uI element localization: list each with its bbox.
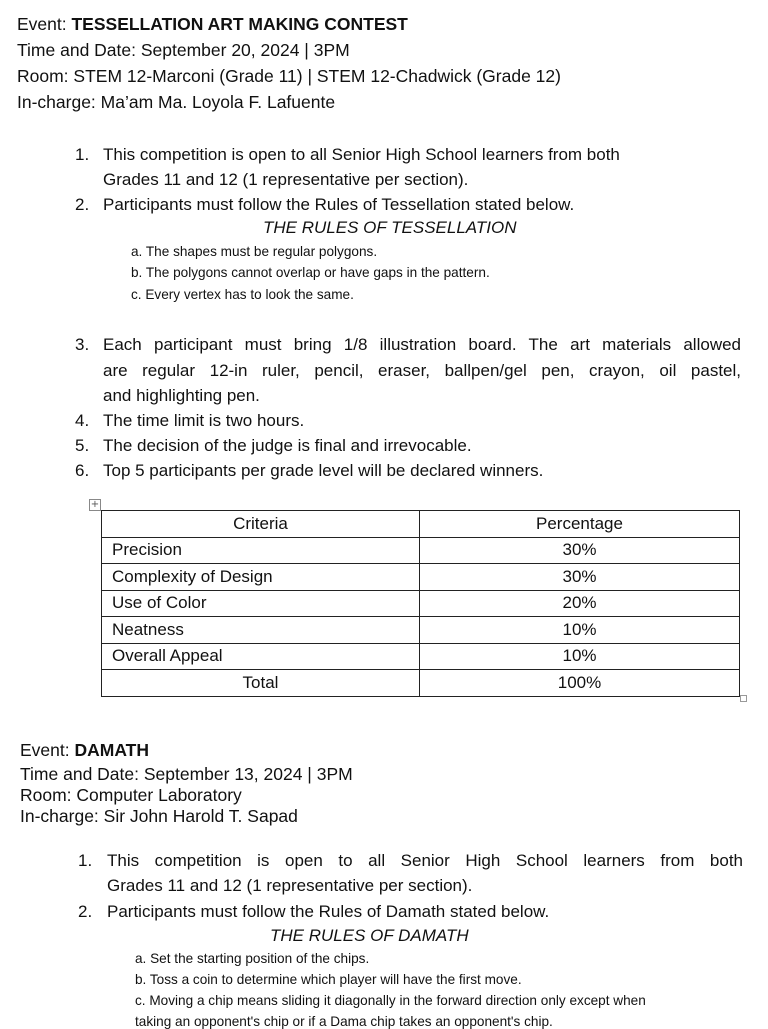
list-text: Participants must follow the Rules of Damath stated below. [107, 902, 550, 921]
event1-incharge: In-charge: Ma’am Ma. Loyola F. Lafuente [17, 92, 336, 112]
criteria-cell: Complexity of Design [102, 564, 420, 591]
rules-title: THE RULES OF DAMATH [270, 926, 469, 945]
table-resize-handle[interactable] [740, 695, 747, 702]
criteria-cell: Overall Appeal [102, 643, 420, 670]
list-text: Participants must follow the Rules of Tessellation stated below. [103, 195, 575, 214]
list-text: are regular 12-in ruler, pencil, eraser, ballpen/gel pen, crayon, oil pastel, [103, 361, 741, 380]
event2-title-line [20, 740, 149, 761]
table-move-handle[interactable]: + [90, 499, 100, 510]
percentage-cell: 10% [420, 643, 740, 670]
percentage-cell: 20% [420, 590, 740, 617]
event2-time-date: Time and Date: September 13, 2024 | 3PM [20, 764, 353, 784]
event2-room: Room: Computer Laboratory [20, 785, 242, 805]
list-number: 2. [75, 195, 90, 214]
total-value-cell: 100% [420, 670, 740, 697]
list-number: 1. [75, 145, 90, 164]
column-header-percentage: Percentage [420, 511, 740, 538]
rule-item: b. Toss a coin to determine which player will have the first move. [135, 972, 522, 987]
table-row [102, 643, 740, 670]
event-label: Event: [20, 740, 75, 760]
event-name: DAMATH [74, 740, 150, 760]
table-row [102, 564, 740, 591]
rules-title: THE RULES OF TESSELLATION [263, 218, 517, 237]
rule-item: b. The polygons cannot overlap or have gaps in the pattern. [131, 265, 490, 280]
list-text: and highlighting pen. [103, 386, 260, 405]
criteria-cell: Precision [102, 537, 420, 564]
rule-item: a. Set the starting position of the chips. [135, 951, 370, 966]
event1-time-date: Time and Date: September 20, 2024 | 3PM [17, 40, 350, 60]
list-text: The decision of the judge is final and irrevocable. [103, 436, 472, 455]
list-text: This competition is open to all Senior High School learners from both [107, 851, 743, 870]
list-number: 1. [78, 851, 93, 870]
list-text: Each participant must bring 1/8 illustration board. The art materials allowed [103, 335, 741, 354]
event1-title-line [17, 14, 408, 35]
criteria-table [101, 510, 740, 697]
list-text: Grades 11 and 12 (1 representative per section). [103, 170, 469, 189]
list-text: This competition is open to all Senior High School learners from both [103, 145, 620, 164]
rule-item: a. The shapes must be regular polygons. [131, 244, 378, 259]
list-number: 6. [75, 461, 90, 480]
percentage-cell: 30% [420, 564, 740, 591]
event-label: Event: [17, 14, 72, 34]
list-text: The time limit is two hours. [103, 411, 305, 430]
table-row [102, 617, 740, 644]
rule-item: c. Moving a chip means sliding it diagonally in the forward direction only except when [135, 993, 646, 1008]
percentage-cell: 10% [420, 617, 740, 644]
table-total-row [102, 670, 740, 697]
percentage-cell: 30% [420, 537, 740, 564]
list-text: Grades 11 and 12 (1 representative per section). [107, 876, 473, 895]
criteria-cell: Neatness [102, 617, 420, 644]
rule-item: c. Every vertex has to look the same. [131, 287, 354, 302]
table-row [102, 537, 740, 564]
event1-room: Room: STEM 12-Marconi (Grade 11) | STEM 12-Chadwick (Grade 12) [17, 66, 561, 86]
list-number: 4. [75, 411, 90, 430]
table-row [102, 590, 740, 617]
rule-item: taking an opponent's chip or if a Dama chip takes an opponent's chip. [135, 1014, 553, 1029]
column-header-criteria: Criteria [102, 511, 420, 538]
event-name: TESSELLATION ART MAKING CONTEST [71, 14, 408, 34]
list-number: 5. [75, 436, 90, 455]
table-header-row [102, 511, 740, 538]
total-label-cell: Total [102, 670, 420, 697]
list-number: 2. [78, 902, 93, 921]
list-text: Top 5 participants per grade level will be declared winners. [103, 461, 544, 480]
criteria-cell: Use of Color [102, 590, 420, 617]
event2-incharge: In-charge: Sir John Harold T. Sapad [20, 806, 298, 826]
list-number: 3. [75, 335, 90, 354]
